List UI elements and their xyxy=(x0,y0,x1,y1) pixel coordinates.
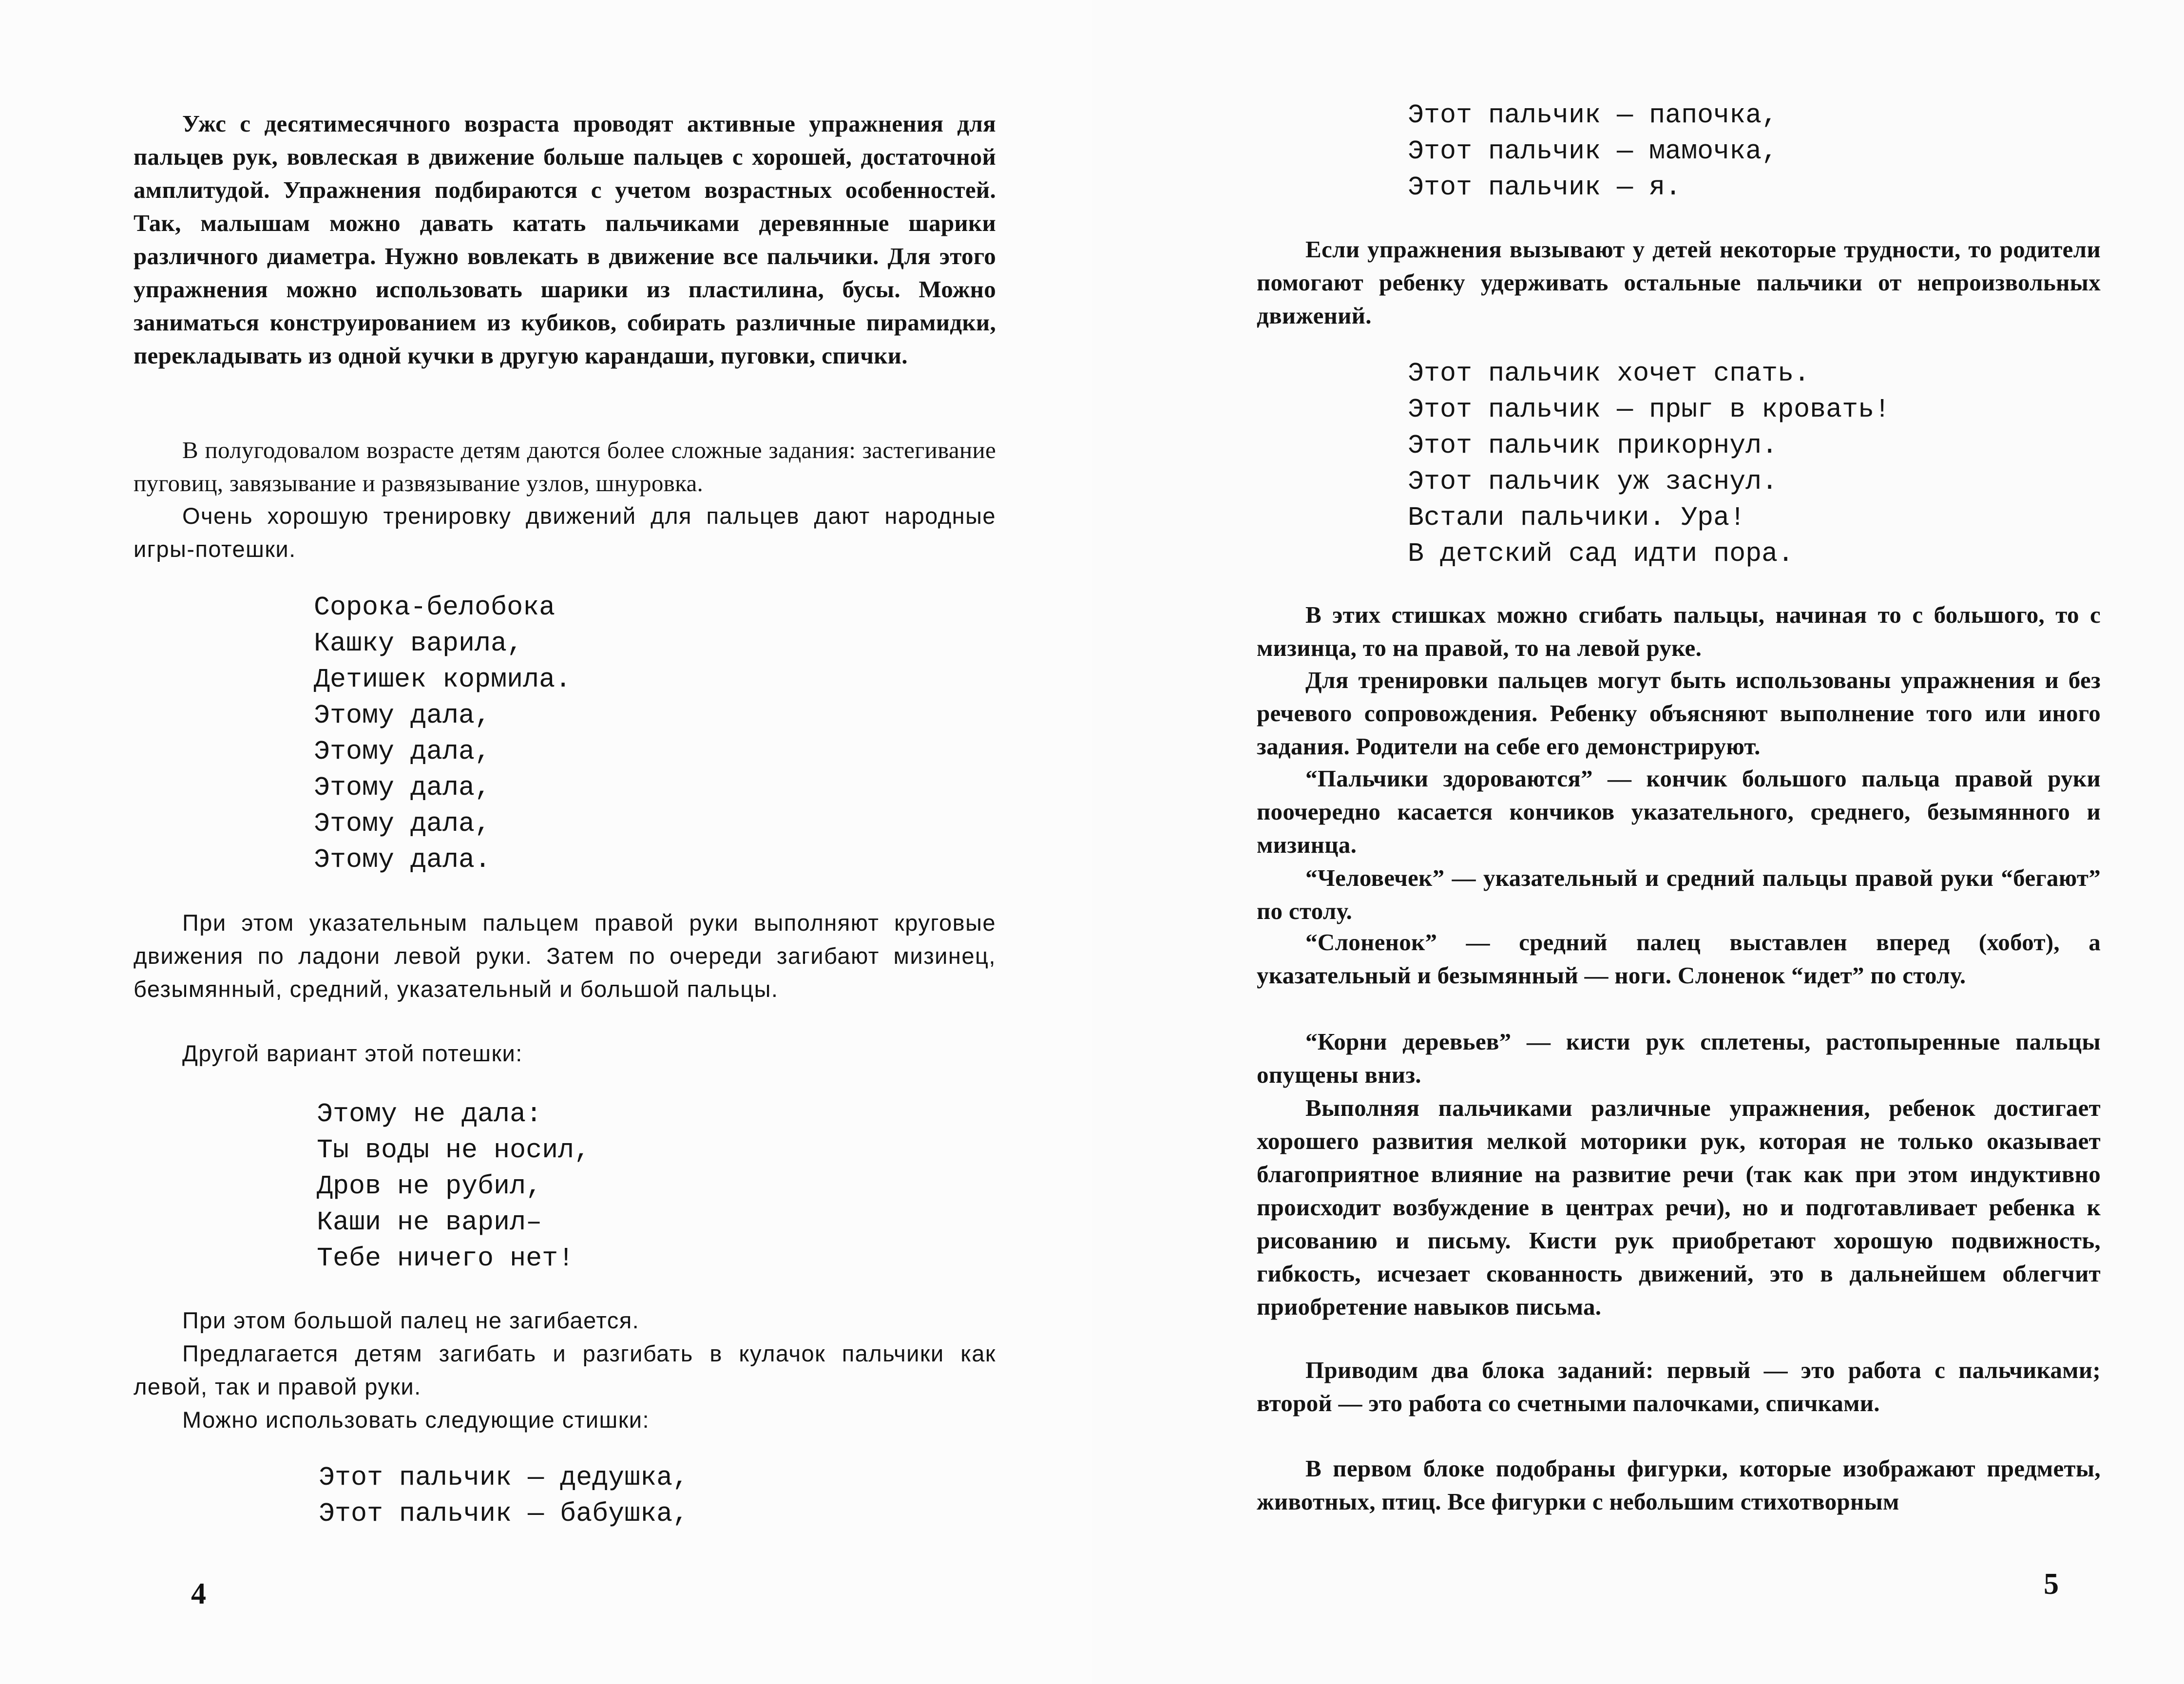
left-paragraph-3: Очень хорошую тренировку движений для пальцев дают народные игры-потешки. xyxy=(134,503,996,562)
verse-line: Этот пальчик уж заснул. xyxy=(1408,466,1778,497)
left-paragraph-5: Другой вариант этой потешки: xyxy=(182,1040,523,1066)
verse-line: Этот пальчик — я. xyxy=(1408,172,1682,203)
right-verse-1 xyxy=(1408,97,1778,206)
right-paragraph-2: В этих стишках можно сгибать пальцы, начиная то с большого, то с мизинца, то на правой, то на левой руке. xyxy=(1257,601,2101,661)
verse-line: Этот пальчик — дедушка, xyxy=(319,1462,689,1493)
verse-line: Этому дала, xyxy=(314,808,491,839)
right-paragraph-10: В первом блоке подобраны фигурки, которые изображают предметы, животных, птиц. Все фигурки с небольшим стихотворным xyxy=(1257,1455,2101,1515)
verse-line: Этому дала, xyxy=(314,736,491,767)
right-page-number: 5 xyxy=(2044,1568,2059,1601)
right-paragraph-7: “Корни деревьев” — кисти рук сплетены, растопыренные пальцы опущены вниз. xyxy=(1257,1028,2101,1088)
right-paragraph-8: Выполняя пальчиками различные упражнения, ребенок достигает хорошего развития мелкой моторики рук, которая не только оказывает благоприятное влияние на развитие речи (так как при этом индуктивно происходит возбуждение в центрах речи), но и подготавливает ребенка к рисованию и письму. Кисти рук приобретают хорошую подвижность, гибкость, исчезает скованность движений, это в дальнейшем облегчит приобретение навыков письма. xyxy=(1257,1094,2101,1320)
verse-line: Этому дала, xyxy=(314,700,491,731)
verse-line: Тебе ничего нет! xyxy=(317,1243,575,1274)
verse-line: Кашку варила, xyxy=(314,628,523,659)
verse-line: Этот пальчик — мамочка, xyxy=(1408,136,1778,167)
left-verse-2 xyxy=(317,1096,590,1277)
verse-line: Этому дала, xyxy=(314,772,491,803)
left-page-number: 4 xyxy=(191,1577,206,1610)
left-paragraph-1: Ужс с десятимесячного возраста проводят активные упражнения для пальцев рук, вовлеская в движение больше пальцев с хорошей, достаточной амплитудой. Упражнения подбираются с учетом возрастных особенностей. Так, малышам можно давать катать пальчиками деревянные шарики различного диаметра. Нужно вовлекать в движение все пальчики. Для этого упражнения можно использовать шарики из пластилина, бусы. Можно заниматься конструированием из кубиков, собирать различные пирамидки, перекладывать из одной кучки в другую карандаши, пуговки, спички. xyxy=(134,110,996,369)
right-verse-2 xyxy=(1408,356,1890,572)
verse-line: Детишек кормила. xyxy=(314,664,572,695)
verse-line: Каши не варил– xyxy=(317,1207,542,1238)
right-paragraph-3: Для тренировки пальцев могут быть использованы упражнения и без речевого сопровождения. Ребенку объясняют выполнение того или иного задания. Родители на себе его демонстрируют. xyxy=(1257,667,2101,760)
right-paragraph-4: “Пальчики здороваются” — кончик большого пальца правой руки поочередно касается кончиков указательного, среднего, безымянного и мизинца. xyxy=(1257,765,2101,858)
verse-line: Дров не рубил, xyxy=(317,1171,542,1202)
verse-line: Этому не дала: xyxy=(317,1099,542,1129)
verse-line: Этот пальчик — папочка, xyxy=(1408,100,1778,131)
left-verse-3 xyxy=(319,1460,689,1532)
right-paragraph-5: “Человечек” — указательный и средний пальцы правой руки “бегают” по столу. xyxy=(1257,864,2101,924)
verse-line: Этот пальчик прикорнул. xyxy=(1408,430,1778,461)
verse-line: Сорока-белобока xyxy=(314,592,556,623)
verse-line: Этому дала. xyxy=(314,844,491,875)
right-paragraph-1: Если упражнения вызывают у детей некоторые трудности, то родители помогают ребенку удерживать остальные пальчики от непроизвольных движений. xyxy=(1257,236,2101,329)
verse-line: Встали пальчики. Ура! xyxy=(1408,502,1746,533)
left-verse-1 xyxy=(314,590,571,878)
verse-line: Этот пальчик хочет спать. xyxy=(1408,358,1810,389)
right-paragraph-9: Приводим два блока заданий: первый — это работа с пальчиками; второй — это работа со счетными палочками, спичками. xyxy=(1257,1357,2101,1416)
left-paragraph-2: В полугодовалом возрасте детям даются более сложные задания: застегивание пуговиц, завязывание и развязывание узлов, шнуровка. xyxy=(134,437,996,497)
left-paragraph-4: При этом указательным пальцем правой руки выполняют круговые движения по ладони левой руки. Затем по очереди загибают мизинец, безымянный, средний, указательный и большой пальцы. xyxy=(134,910,996,1002)
verse-line: Этот пальчик — прыг в кровать! xyxy=(1408,394,1891,425)
left-paragraph-6: При этом большой палец не загибается. xyxy=(182,1307,640,1333)
verse-line: Этот пальчик — бабушка, xyxy=(319,1498,689,1529)
right-paragraph-6: “Слоненок” — средний палец выставлен вперед (хобот), а указательный и безымянный — ноги. Слоненок “идет” по столу. xyxy=(1257,929,2101,989)
right-page xyxy=(1092,0,2184,1684)
left-paragraph-7: Предлагается детям загибать и разгибать в кулачок пальчики как левой, так и правой руки. xyxy=(134,1340,996,1399)
left-paragraph-8: Можно использовать следующие стишки: xyxy=(182,1407,650,1433)
verse-line: Ты воды не носил, xyxy=(317,1135,591,1166)
verse-line: В детский сад идти пора. xyxy=(1408,538,1794,569)
